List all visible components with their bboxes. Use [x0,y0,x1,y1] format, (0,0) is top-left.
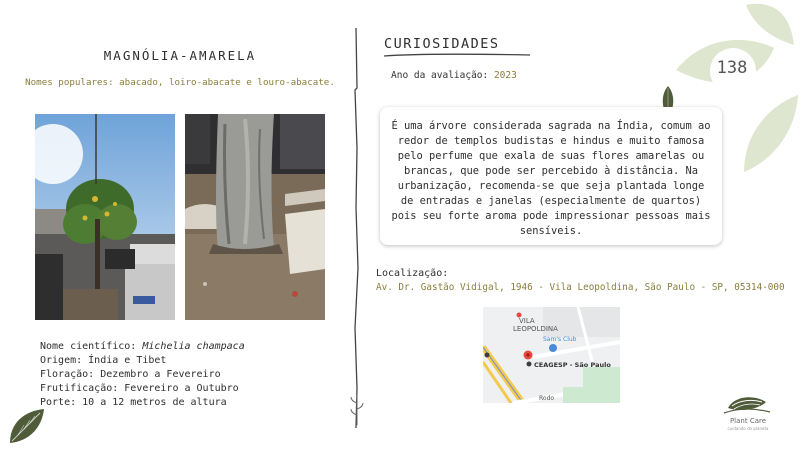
size-row: Porte: 10 a 12 metros de altura [40,397,227,408]
flowering-row: Floração: Dezembro a Fevereiro [40,369,221,380]
curiosity-box [380,107,722,245]
leaf-icon [6,405,48,447]
plant-details [40,340,245,410]
tree-photo [35,114,175,320]
entry-number-badge: 138 [716,58,748,78]
map-place-1: Sam's Club [543,336,577,343]
popular-names: Nomes populares: abacado, loiro-abacate e louro-abacate. [25,77,335,88]
fruiting-row: Frutificação: Fevereiro a Outubro [40,383,239,394]
curiosity-text: É uma árvore considerada sagrada na Índia, comum ao redor de templos budistas e hindus e muito famosa pelo perfume que exala de suas flores amarelas ou brancas, que pode ser percebido à distância. Na urbanização, recomenda-se que seja plantada longe de entradas e janelas (especialmente de quartos) pois seu forte aroma pode impressionar pessoas mais sensíveis. [391,120,711,237]
scientific-name-row [40,340,245,354]
divider-sprig-icon [350,395,364,425]
map-place-2: CEAGESP - São Paulo [534,361,611,369]
scientific-name: Michelia champaca [142,341,245,352]
heading-underline [384,51,530,59]
origin-row: Origem: Índia e Tibet [40,355,167,366]
location-address: Av. Dr. Gastão Vidigal, 1946 - Vila Leopoldina, São Paulo - SP, 05314-000 [376,282,785,293]
column-divider [348,28,364,428]
map-street-label: Rodo [539,395,555,402]
location-label: Localização: [376,268,449,279]
year-value: 2023 [493,70,517,81]
scientific-label: Nome científico: [40,341,143,352]
evaluation-year [391,70,517,81]
map-area-label-1: VILA [519,317,535,325]
brand-name: Plant Care [729,417,767,425]
brand-tagline: cuidando do planeta [727,426,769,431]
location-map[interactable] [483,307,620,403]
plant-title: MAGNÓLIA-AMARELA [103,48,257,63]
year-label: Ano da avaliação: [391,70,494,81]
map-area-label-2: LEOPOLDINA [513,325,558,333]
trunk-photo [185,114,325,320]
curiosities-heading: CURIOSIDADES [384,36,500,52]
